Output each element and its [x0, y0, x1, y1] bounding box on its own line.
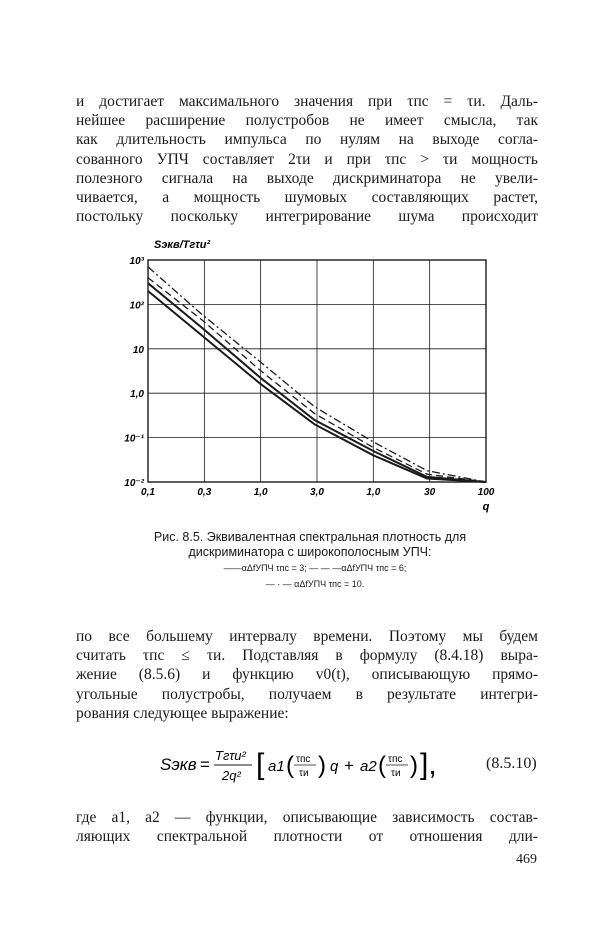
legend-line1: ——αΔfУПЧ τпс = 3; — — —αΔfУПЧ τпс = 6;: [223, 563, 407, 573]
paragraph-middle: [76, 627, 538, 723]
svg-text:(: (: [378, 752, 386, 779]
y-tick-label: 1,0: [130, 389, 144, 401]
formula-lhs: Sэкв: [160, 755, 197, 774]
y-tick-label: 10⁻¹: [124, 433, 144, 445]
spectral-density-chart: [118, 232, 498, 522]
formula-end: ],: [420, 748, 437, 781]
text-line: постольку поскольку интегрирование шума происходит: [76, 208, 538, 226]
y-tick-label: 10⁻²: [124, 478, 144, 489]
page-number: 469: [516, 852, 537, 867]
paragraph-bottom: [76, 808, 538, 846]
svg-text:[: [: [256, 748, 265, 781]
y-axis-label: Sэкв/Tгτи²: [154, 239, 211, 251]
y-tick-label: 10²: [129, 300, 144, 312]
figure-caption-line1: Рис. 8.5. Эквивалентная спектральная плотность для: [153, 530, 467, 544]
text-line: сованного УПЧ составляет 2τи и при τпс > τи мощность: [76, 150, 538, 168]
x-tick-label: 1,0: [253, 487, 268, 498]
formula-a1: a1: [268, 758, 285, 775]
x-tick-label: 100: [477, 487, 495, 498]
formula-a2: a2: [360, 758, 377, 775]
text-line: угольные полустробы, получаем в результате интегри-: [76, 685, 538, 703]
formula-equals: =: [200, 755, 210, 774]
text-line: рования следующее выражение:: [76, 704, 289, 722]
x-tick-label: 0,3: [197, 487, 212, 498]
text-line: ляющих спектральной плотности от отношения дли-: [76, 828, 538, 846]
x-tick-label: 0,1: [141, 487, 155, 498]
y-tick-label: 10³: [129, 256, 144, 267]
formula-frac1-top: τпс: [296, 754, 311, 765]
text-line: как длительность импульса по нулям на выходе согла-: [76, 131, 538, 149]
formula-numerator: Тгτи²: [215, 748, 246, 763]
svg-text:): ): [410, 752, 418, 779]
y-tick-label: 10: [132, 344, 144, 356]
text-line: нейшее расширение полустробов не имеет смысла, так: [76, 112, 538, 130]
x-tick-label: 1,0: [366, 487, 381, 498]
text-line: и достигает максимального значения при τпс = τи. Даль-: [76, 93, 538, 110]
text-line: чивается, а мощность шумовых составляющих растет,: [76, 189, 538, 207]
svg-text:): ): [318, 752, 326, 779]
formula-plus: +: [344, 756, 354, 775]
formula-8-5-10: [160, 740, 460, 790]
text-line: полезного сигнала на выходе дискриминатора не увели-: [76, 169, 538, 187]
formula-frac1-bot: τи: [299, 768, 309, 779]
formula-q: q: [330, 758, 339, 775]
formula-denominator: 2q²: [222, 768, 241, 783]
svg-text:(: (: [286, 752, 294, 779]
text-line: жение (8.5.6) и функцию v0(t), описывающую прямо-: [76, 666, 538, 684]
text-line: по все большему интервалу времени. Поэтому мы будем: [76, 628, 538, 645]
text-line: считать τпс ≤ τи. Подставляя в формулу (8.4.18) выра-: [76, 647, 538, 665]
legend-line2: — · — αΔfУПЧ τпс = 10.: [265, 579, 365, 589]
figure-caption-line2: дискриминатора с широкополосным УПЧ:: [188, 545, 432, 559]
x-tick-label: 30: [424, 487, 436, 498]
equation-number: (8.5.10): [486, 755, 537, 772]
x-tick-label: 3,0: [310, 487, 324, 498]
x-axis-label: q: [482, 501, 490, 513]
formula-frac2-top: τпс: [388, 754, 403, 765]
formula-frac2-bot: τи: [391, 768, 401, 779]
text-line: где a1, a2 — функции, описывающие зависимость состав-: [76, 809, 538, 826]
figure-8-5: [118, 232, 498, 522]
paragraph-top: [76, 92, 538, 226]
